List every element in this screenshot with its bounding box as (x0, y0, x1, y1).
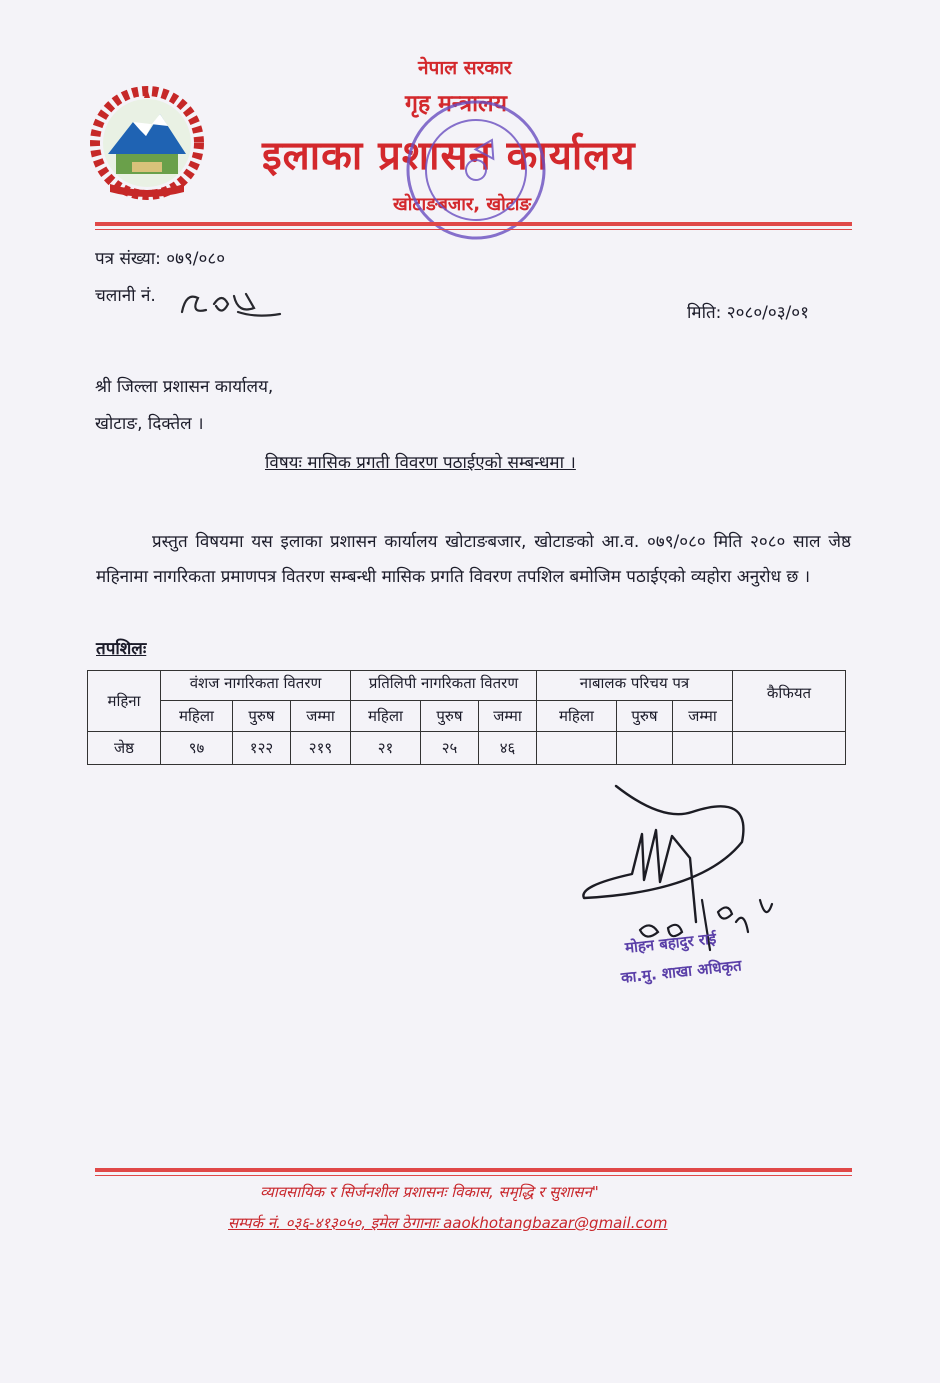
recipient-line-2: खोटाङ, दिक्तेल । (95, 414, 204, 434)
table-cell-remarks (733, 732, 846, 765)
nepal-emblem-icon (88, 84, 206, 202)
table-cell: १२२ (233, 732, 291, 765)
table-cell (537, 732, 617, 765)
sub-header: जम्मा (291, 701, 351, 732)
government-name: नेपाल सरकार (418, 57, 512, 79)
letter-number: पत्र संख्या: ०७९/०८० (95, 249, 226, 269)
month-header: महिना (88, 671, 161, 732)
signer-name: मोहन बहादुर राई (624, 929, 717, 957)
row-month: जेष्ठ (88, 732, 161, 765)
office-name: इलाका प्रशासन कार्यालय (262, 133, 636, 179)
distribution-table (87, 670, 846, 765)
footer-contact: सम्पर्क नं. ०३६-४१३०५०, इमेल ठेगानाः aaokhotangbazar@gmail.com (228, 1214, 668, 1232)
remarks-header: कैफियत (733, 671, 846, 732)
table-cell (673, 732, 733, 765)
recipient-line-1: श्री जिल्ला प्रशासन कार्यालय, (95, 377, 274, 397)
table-row (88, 732, 846, 765)
office-location: खोटाङबजार, खोटाङ (393, 194, 531, 215)
table-cell: २१ (351, 732, 421, 765)
group-header-copy: प्रतिलिपी नागरिकता वितरण (351, 671, 537, 701)
sub-header: महिला (351, 701, 421, 732)
footer-rule (95, 1168, 852, 1172)
table-cell: २५ (421, 732, 479, 765)
table-cell: ४६ (479, 732, 537, 765)
group-header-lineage: वंशज नागरिकता वितरण (161, 671, 351, 701)
sub-header: पुरुष (233, 701, 291, 732)
letter-date: मिति: २०८०/०३/०१ (687, 303, 809, 323)
header-rule (95, 222, 852, 226)
signer-title: का.मु. शाखा अधिकृत (620, 956, 743, 987)
footer-rule-thin (95, 1175, 852, 1176)
subject-line: विषयः मासिक प्रगती विवरण पठाईएको सम्बन्धमा । (265, 453, 576, 473)
sub-header: पुरुष (421, 701, 479, 732)
dispatch-number-label: चलानी नं. (95, 286, 156, 306)
header-rule-thin (95, 229, 852, 230)
body-paragraph: प्रस्तुत विषयमा यस इलाका प्रशासन कार्यालय खोटाङबजार, खोटाङको आ.व. ०७९/०८० मिति २०८० साल जेष्ठ महिनामा नागरिकता प्रमाणपत्र वितरण सम्बन्धी मासिक प्रगति विवरण तपशिल बमोजिम पठाईएको व्यहोरा अनुरोध छ । (96, 532, 851, 587)
footer-slogan: व्यावसायिक र सिर्जनशील प्रशासनः विकास, समृद्धि र सुशासन" (260, 1183, 599, 1201)
ministry-name: गृह मन्त्रालय (405, 91, 507, 117)
table-cell (617, 732, 673, 765)
sub-header: महिला (537, 701, 617, 732)
sub-header: जम्मा (673, 701, 733, 732)
table-cell: २१९ (291, 732, 351, 765)
sub-header: महिला (161, 701, 233, 732)
sub-header: पुरुष (617, 701, 673, 732)
handwritten-dispatch-number (176, 284, 282, 324)
details-label: तपशिलः (96, 639, 147, 659)
sub-header: जम्मा (479, 701, 537, 732)
table-cell: ९७ (161, 732, 233, 765)
group-header-minor: नाबालक परिचय पत्र (537, 671, 733, 701)
